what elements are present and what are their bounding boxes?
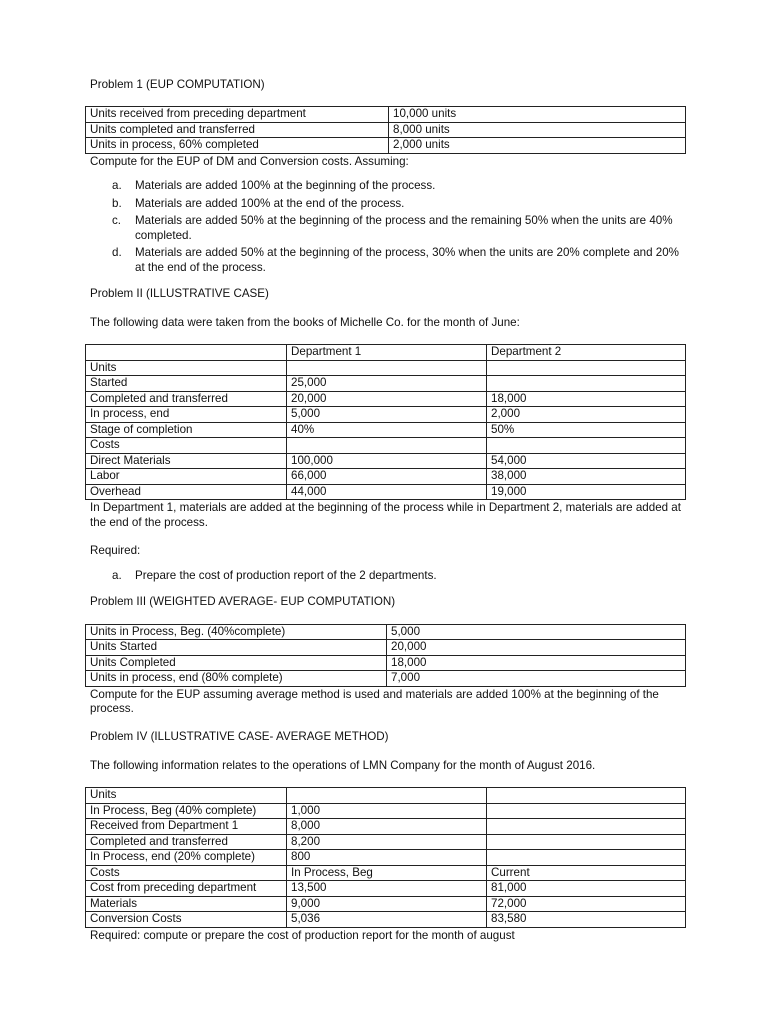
problem-2-table-cell: 100,000 <box>287 453 487 468</box>
problem-4-table-cell: 8,000 <box>287 819 487 834</box>
problem-4-table-cell: Current <box>487 865 686 880</box>
problem-3-table-cell: Units Completed <box>86 655 387 670</box>
problem-1-table-cell: Units received from preceding department <box>86 107 389 122</box>
problem-4-table-cell <box>487 803 686 818</box>
problem-2-table-cell: Direct Materials <box>86 453 287 468</box>
problem-2-table-row <box>86 376 686 391</box>
problem-3-table-body <box>86 624 686 686</box>
problem-4-table-cell: 9,000 <box>287 896 487 911</box>
problem-3-table-cell: 20,000 <box>387 640 686 655</box>
problem-4-table-cell: 81,000 <box>487 881 686 896</box>
problem-4-table-cell: 1,000 <box>287 803 487 818</box>
problem-1-assumption-item-text: Materials are added 100% at the end of the process. <box>135 196 405 210</box>
problem-4-table-cell: In Process, Beg (40% complete) <box>86 803 287 818</box>
problem-3-table-cell: Units in process, end (80% complete) <box>86 671 387 686</box>
problem-1-assumption-item <box>90 246 690 275</box>
problem-4-table-cell: 72,000 <box>487 896 686 911</box>
problem-1-assumption-item-marker: c. <box>112 214 122 228</box>
problem-2-table-row <box>86 407 686 422</box>
problem-3-heading: Problem III (WEIGHTED AVERAGE- EUP COMPUTATION) <box>90 595 396 609</box>
problem-4-table-cell: Units <box>86 788 287 803</box>
problem-4-table-cell: Materials <box>86 896 287 911</box>
problem-3-table-cell: Units Started <box>86 640 387 655</box>
problem-4-table-row <box>86 803 686 818</box>
problem-2-table-cell: 20,000 <box>287 391 487 406</box>
problem-2-table-row <box>86 438 686 453</box>
problem-4-table-row <box>86 788 686 803</box>
problem-4-table-cell: 13,500 <box>287 881 487 896</box>
problem-2-table-cell <box>287 360 487 375</box>
problem-2-table-cell: Department 1 <box>287 345 487 360</box>
problem-2-table-cell <box>86 345 287 360</box>
problem-4-table-cell: 8,200 <box>287 834 487 849</box>
problem-2-table-row <box>86 469 686 484</box>
problem-3-table-row <box>86 640 686 655</box>
problem-2-table-cell: Labor <box>86 469 287 484</box>
problem-1-assumption-item <box>90 214 690 243</box>
problem-3-table-row <box>86 655 686 670</box>
problem-2-table-row <box>86 453 686 468</box>
problem-1-assumption-item-marker: b. <box>112 196 122 210</box>
problem-4-table-cell: 83,580 <box>487 912 686 927</box>
problem-1-assumption-item-marker: d. <box>112 246 122 260</box>
problem-2-table-row <box>86 484 686 499</box>
problem-4-heading: Problem IV (ILLUSTRATIVE CASE- AVERAGE METHOD) <box>90 730 389 744</box>
problem-1-assumption-item-text: Materials are added 100% at the beginning of the process. <box>135 179 436 193</box>
problem-2-table-cell: Overhead <box>86 484 287 499</box>
problem-4-table-cell: 5,036 <box>287 912 487 927</box>
problem-2-table-cell: Department 2 <box>487 345 686 360</box>
problem-1-table-cell: 8,000 units <box>389 122 686 137</box>
problem-2-table-cell: 5,000 <box>287 407 487 422</box>
problem-2-table-cell: 44,000 <box>287 484 487 499</box>
problem-2-table-cell <box>487 360 686 375</box>
problem-1-heading: Problem 1 (EUP COMPUTATION) <box>90 78 265 91</box>
problem-4-table-row <box>86 865 686 880</box>
problem-2-required-item-text: Prepare the cost of production report of the 2 departments. <box>135 568 437 582</box>
problem-2-table-cell: In process, end <box>86 407 287 422</box>
problem-3-table-row <box>86 671 686 686</box>
problem-4-table-body <box>86 788 686 927</box>
problem-1-assumption-item <box>90 179 690 193</box>
problem-2-required-item-marker: a. <box>112 568 122 582</box>
problem-2-required-label: Required: <box>90 544 141 558</box>
problem-2-table-cell <box>487 376 686 391</box>
problem-4-table-cell <box>287 788 487 803</box>
problem-2-table-cell: 50% <box>487 422 686 437</box>
problem-3-table-cell: 18,000 <box>387 655 686 670</box>
problem-3-instruction: Compute for the EUP assuming average method is used and materials are added 100% at the beginning of the process. <box>90 687 659 715</box>
problem-2-table-cell <box>487 438 686 453</box>
problem-3-table-cell: 5,000 <box>387 624 686 639</box>
problem-1-table-row <box>86 138 686 153</box>
problem-2-table-cell: Completed and transferred <box>86 391 287 406</box>
problem-3-table-row <box>86 624 686 639</box>
problem-2-heading: Problem II (ILLUSTRATIVE CASE) <box>90 287 269 301</box>
problem-4-table-row <box>86 819 686 834</box>
problem-4-table-row <box>86 850 686 865</box>
problem-2-required-list <box>90 569 690 583</box>
problem-1-assumption-item <box>90 197 690 211</box>
problem-3-table-cell: 7,000 <box>387 671 686 686</box>
problem-4-table-cell: Cost from preceding department <box>86 881 287 896</box>
problem-4-table-cell <box>487 850 686 865</box>
problem-2-table-cell: Started <box>86 376 287 391</box>
problem-2-table-row <box>86 345 686 360</box>
problem-2-table-cell: 2,000 <box>487 407 686 422</box>
problem-1-assumption-item-text: Materials are added 50% at the beginning of the process, 30% when the units are 20% complete and 20% at the end of the process. <box>135 246 679 274</box>
problem-2-table-cell: 66,000 <box>287 469 487 484</box>
problem-4-table-cell <box>487 819 686 834</box>
problem-2-table-cell: 54,000 <box>487 453 686 468</box>
problem-4-table-cell: In Process, end (20% complete) <box>86 850 287 865</box>
problem-2-table-cell <box>287 438 487 453</box>
problem-1-table-cell: 10,000 units <box>389 107 686 122</box>
problem-3-table-cell: Units in Process, Beg. (40%complete) <box>86 624 387 639</box>
problem-1-table-cell: 2,000 units <box>389 138 686 153</box>
problem-2-table-cell: 19,000 <box>487 484 686 499</box>
problem-2-note: In Department 1, materials are added at the beginning of the process while in Department 2, materials are added at the end of the process. <box>90 501 681 529</box>
problem-1-table-row <box>86 122 686 137</box>
problem-2-table <box>85 344 686 500</box>
problem-4-table-cell <box>487 788 686 803</box>
problem-1-assumption-list <box>90 179 690 275</box>
problem-4-table-row <box>86 912 686 927</box>
problem-4-table-row <box>86 834 686 849</box>
problem-1-table-cell: Units completed and transferred <box>86 122 389 137</box>
problem-2-table-row <box>86 422 686 437</box>
problem-2-table-cell: 38,000 <box>487 469 686 484</box>
problem-4-table-cell: Conversion Costs <box>86 912 287 927</box>
problem-2-table-cell: 18,000 <box>487 391 686 406</box>
problem-4-table-cell <box>487 834 686 849</box>
problem-2-table-row <box>86 360 686 375</box>
problem-4-table <box>85 787 686 927</box>
problem-2-table-cell: Units <box>86 360 287 375</box>
problem-1-table-cell: Units in process, 60% completed <box>86 138 389 153</box>
document-page <box>90 78 690 943</box>
problem-4-table-cell: Received from Department 1 <box>86 819 287 834</box>
problem-4-table-cell: Costs <box>86 865 287 880</box>
problem-4-table-row <box>86 896 686 911</box>
problem-1-table-body <box>86 107 686 153</box>
problem-1-assumption-item-text: Materials are added 50% at the beginning of the process and the remaining 50% when the units are 40% completed. <box>135 214 673 242</box>
problem-2-required-item <box>90 569 690 583</box>
problem-2-table-cell: Costs <box>86 438 287 453</box>
problem-1-table-row <box>86 107 686 122</box>
problem-1-instruction: Compute for the EUP of DM and Conversion costs. Assuming: <box>90 154 409 168</box>
problem-1-assumption-item-marker: a. <box>112 179 122 193</box>
problem-2-table-cell: Stage of completion <box>86 422 287 437</box>
problem-4-table-cell: Completed and transferred <box>86 834 287 849</box>
problem-2-table-cell: 40% <box>287 422 487 437</box>
problem-4-table-cell: 800 <box>287 850 487 865</box>
problem-2-table-body <box>86 345 686 500</box>
problem-2-table-cell: 25,000 <box>287 376 487 391</box>
problem-4-table-cell: In Process, Beg <box>287 865 487 880</box>
problem-2-intro: The following data were taken from the books of Michelle Co. for the month of June: <box>90 315 520 329</box>
problem-3-table <box>85 624 686 687</box>
problem-4-table-row <box>86 881 686 896</box>
problem-1-table <box>85 106 686 153</box>
problem-4-required: Required: compute or prepare the cost of production report for the month of august <box>90 928 515 942</box>
problem-2-table-row <box>86 391 686 406</box>
problem-4-intro: The following information relates to the operations of LMN Company for the month of August 2016. <box>90 758 596 772</box>
